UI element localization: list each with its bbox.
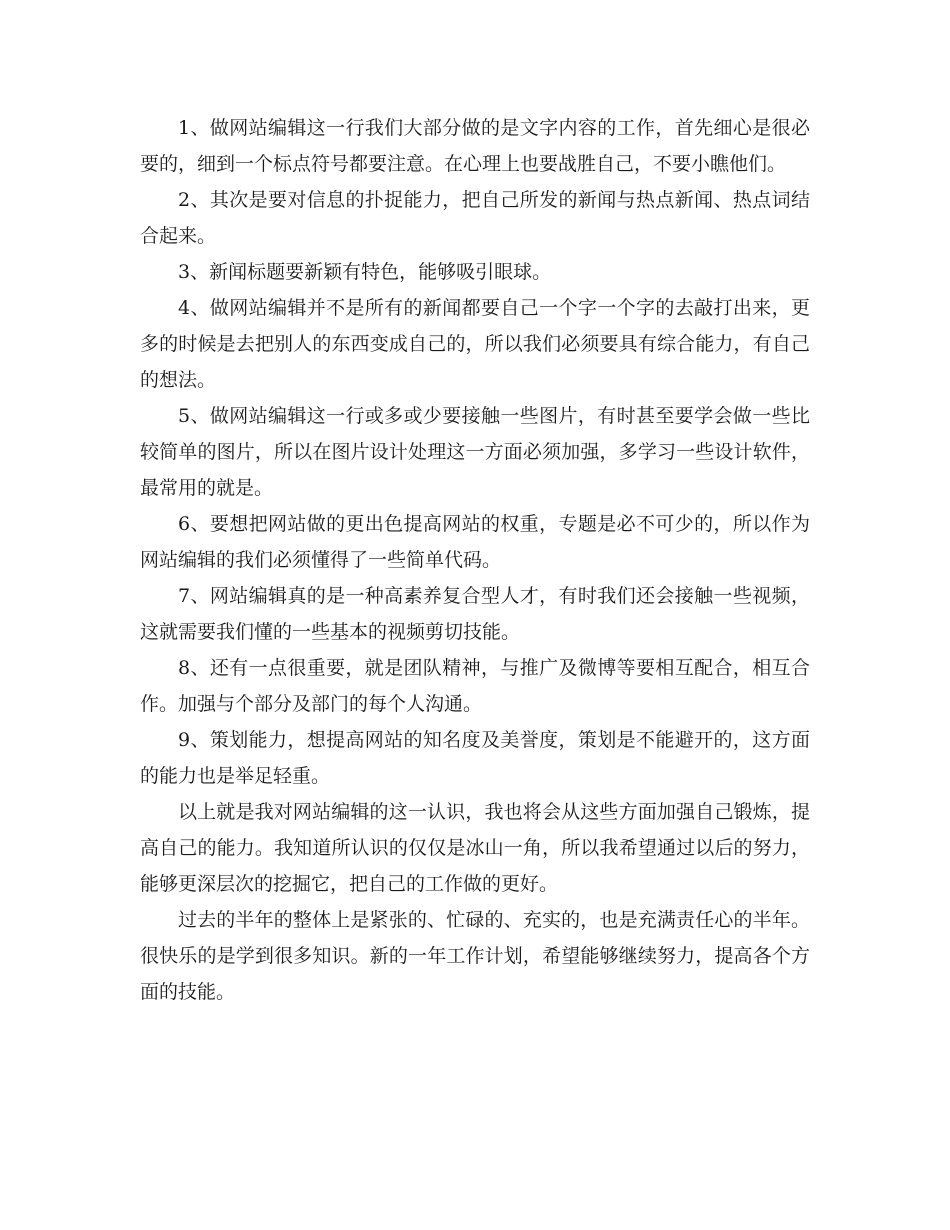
paragraph-6: 6、要想把网站做的更出色提高网站的权重，专题是必不可少的，所以作为网站编辑的我们必须懂得了一些简单代码。 xyxy=(140,513,810,571)
document-body xyxy=(140,110,810,1010)
paragraph-5: 5、做网站编辑这一行或多或少要接触一些图片，有时甚至要学会做一些比较简单的图片，所以在图片设计处理这一方面必须加强，多学习一些设计软件，最常用的就是。 xyxy=(140,405,810,499)
paragraph-1: 1、做网站编辑这一行我们大部分做的是文字内容的工作，首先细心是很必要的，细到一个标点符号都要注意。在心理上也要战胜自己，不要小瞧他们。 xyxy=(140,117,810,175)
paragraph-3: 3、新闻标题要新颖有特色，能够吸引眼球。 xyxy=(178,261,552,283)
paragraph-7: 7、网站编辑真的是一种高素养复合型人才，有时我们还会接触一些视频，这就需要我们懂的一些基本的视频剪切技能。 xyxy=(140,585,810,643)
paragraph-2: 2、其次是要对信息的扑捉能力，把自己所发的新闻与热点新闻、热点词结合起来。 xyxy=(140,189,810,247)
paragraph-closing: 过去的半年的整体上是紧张的、忙碌的、充实的，也是充满责任心的半年。很快乐的是学到很多知识。新的一年工作计划，希望能够继续努力，提高各个方面的技能。 xyxy=(140,909,810,1003)
paragraph-summary: 以上就是我对网站编辑的这一认识，我也将会从这些方面加强自己锻炼，提高自己的能力。我知道所认识的仅仅是冰山一角，所以我希望通过以后的努力，能够更深层次的挖掘它，把自己的工作做的更好。 xyxy=(140,801,810,895)
paragraph-4: 4、做网站编辑并不是所有的新闻都要自己一个字一个字的去敲打出来，更多的时候是去把别人的东西变成自己的，所以我们必须要具有综合能力，有自己的想法。 xyxy=(140,297,810,391)
paragraph-8: 8、还有一点很重要，就是团队精神，与推广及微博等要相互配合，相互合作。加强与个部分及部门的每个人沟通。 xyxy=(140,657,810,715)
paragraph-9: 9、策划能力，想提高网站的知名度及美誉度，策划是不能避开的，这方面的能力也是举足轻重。 xyxy=(140,729,810,787)
